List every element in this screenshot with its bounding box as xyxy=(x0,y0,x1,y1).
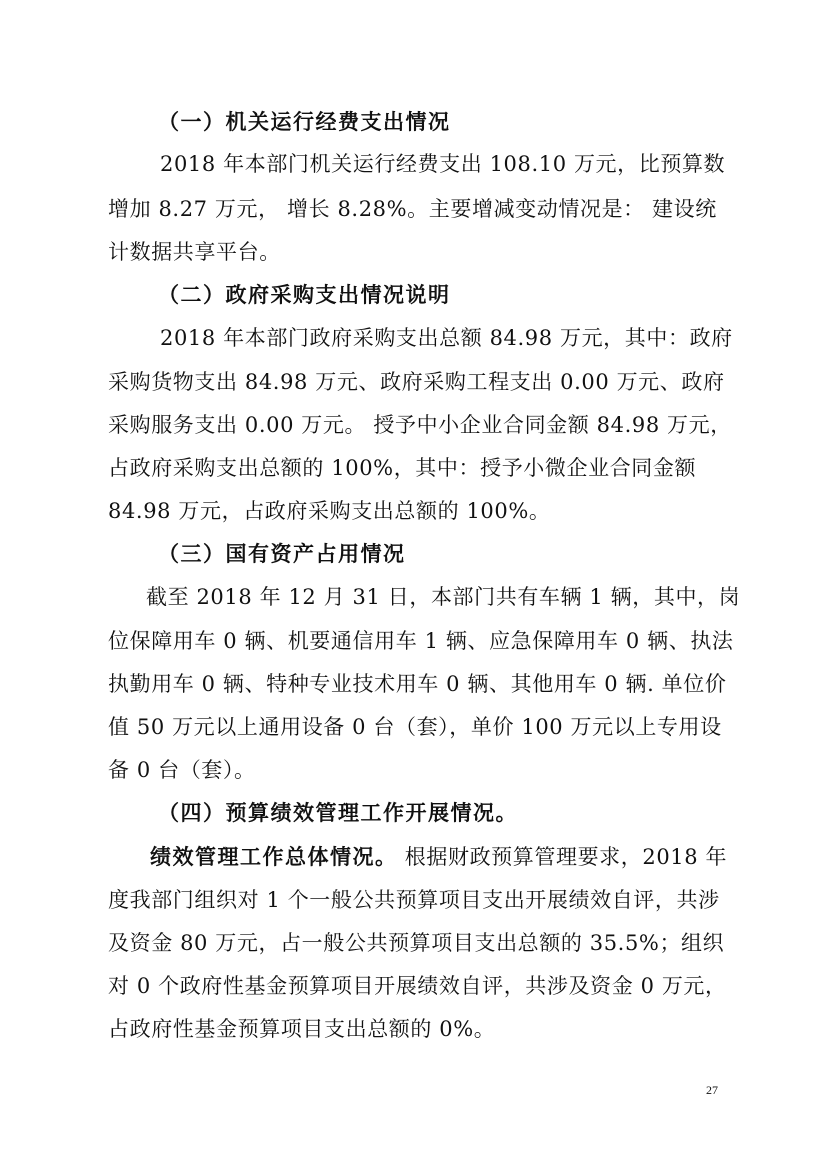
paragraph-line: 执勤用车 0 辆、特种专业技术用车 0 辆、其他用车 0 辆. 单位价 xyxy=(108,672,727,696)
paragraph-text: 根据财政预算管理要求，2018 年 xyxy=(404,845,728,869)
paragraph-line xyxy=(150,843,727,871)
paragraph-line: 2018 年本部门机关运行经费支出 108.10 万元，比预算数 xyxy=(160,152,726,176)
paragraph-line: 84.98 万元，占政府采购支出总额的 100%。 xyxy=(108,499,551,523)
paragraph-line: 占政府采购支出总额的 100%，其中：授予小微企业合同金额 xyxy=(108,456,697,480)
paragraph-line: 2018 年本部门政府采购支出总额 84.98 万元，其中：政府 xyxy=(160,326,733,350)
paragraph-line: 度我部门组织对 1 个一般公共预算项目支出开展绩效自评，共涉 xyxy=(108,888,720,912)
section-heading: （三）国有资产占用情况 xyxy=(158,542,406,566)
paragraph-line: 占政府性基金预算项目支出总额的 0%。 xyxy=(108,1017,496,1041)
section-heading: （四）预算绩效管理工作开展情况。 xyxy=(158,801,518,825)
paragraph-line: 备 0 台（套）。 xyxy=(108,758,256,782)
section-heading: （二）政府采购支出情况说明 xyxy=(158,283,451,307)
paragraph-line: 位保障用车 0 辆、机要通信用车 1 辆、应急保障用车 0 辆、执法 xyxy=(108,629,734,653)
paragraph-line: 采购服务支出 0.00 万元。 授予中小企业合同金额 84.98 万元， xyxy=(108,413,732,437)
paragraph-line: 及资金 80 万元，占一般公共预算项目支出总额的 35.5%；组织 xyxy=(108,931,725,955)
paragraph-line: 采购货物支出 84.98 万元、政府采购工程支出 0.00 万元、政府 xyxy=(108,370,725,394)
page-number: 27 xyxy=(706,1083,718,1097)
paragraph-lead: 绩效管理工作总体情况。 xyxy=(150,845,398,869)
paragraph-line: 增加 8.27 万元， 增长 8.28%。主要增减变动情况是： 建设统 xyxy=(108,197,717,221)
section-heading: （一）机关运行经费支出情况 xyxy=(158,110,451,134)
paragraph-line: 值 50 万元以上通用设备 0 台（套），单价 100 万元以上专用设 xyxy=(108,715,722,739)
paragraph-line: 对 0 个政府性基金预算项目开展绩效自评，共涉及资金 0 万元， xyxy=(108,974,727,998)
paragraph-line: 截至 2018 年 12 月 31 日，本部门共有车辆 1 辆，其中，岗 xyxy=(146,585,741,609)
paragraph-line: 计数据共享平台。 xyxy=(108,240,281,264)
